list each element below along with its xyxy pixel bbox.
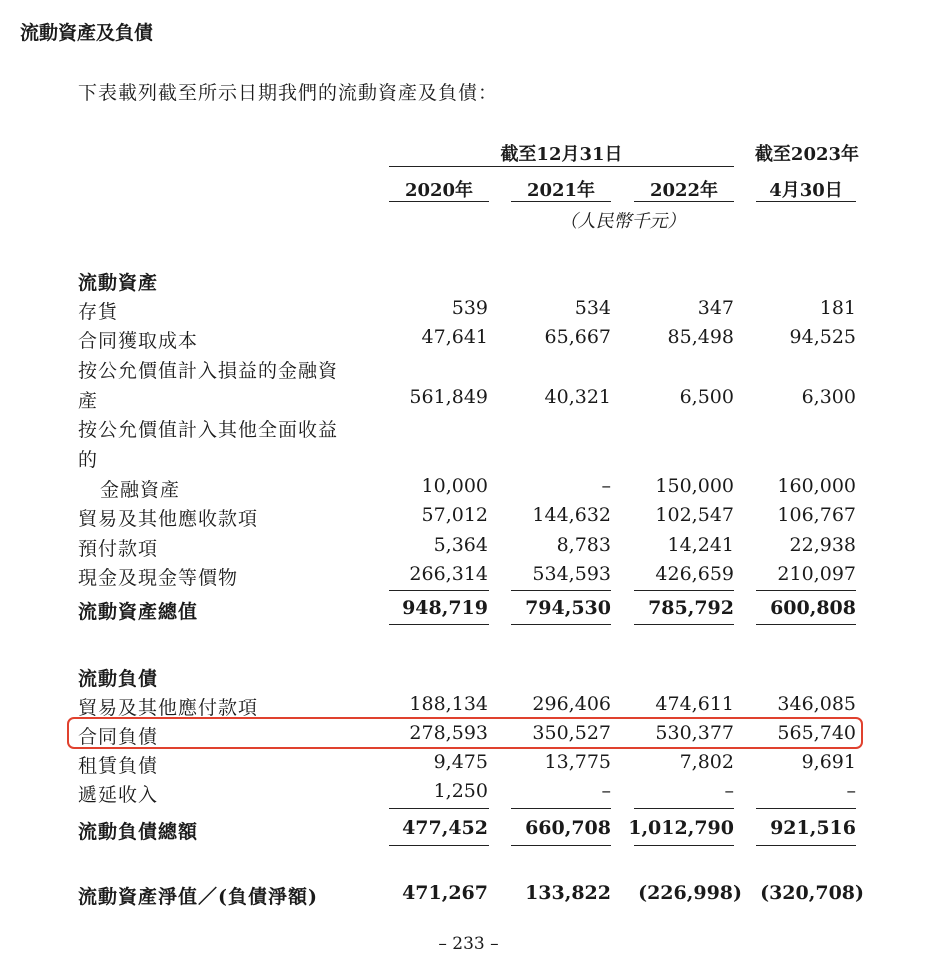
- header-rule-2022: [634, 201, 734, 202]
- assets-total-2022: 785,792: [648, 597, 734, 619]
- assets-subtotal-rule-2020: [389, 590, 489, 591]
- cell-contract-liabilities-apr2023: 565,740: [777, 722, 856, 744]
- row-label-contract-liabilities: 合同負債: [78, 726, 159, 748]
- liabilities-total-rule-2022: [634, 845, 734, 846]
- assets-total-2021: 794,530: [525, 597, 611, 619]
- header-group-label: 截至12月31日: [500, 144, 623, 165]
- page-number: – 233 –: [438, 934, 499, 954]
- cell-trade-payables-2020: 188,134: [409, 693, 488, 715]
- cell-prepayments-2022: 14,241: [667, 534, 734, 556]
- row-label-fvoci: 按公允價值計入其他全面收益: [78, 419, 339, 441]
- cell-lease-liabilities-apr2023: 9,691: [801, 751, 856, 773]
- row-label-deferred-income: 遞延收入: [78, 784, 159, 806]
- cell-prepayments-2020: 5,364: [433, 534, 488, 556]
- cell-fvtpl-apr2023: 6,300: [801, 386, 856, 408]
- net-label: 流動資產淨值／(負債淨額): [78, 886, 318, 908]
- assets-total-2020: 948,719: [402, 597, 488, 619]
- row-label-cash: 現金及現金等價物: [78, 567, 239, 589]
- assets-total-apr2023: 600,808: [770, 597, 856, 619]
- assets-heading: 流動資產: [78, 272, 159, 294]
- cell-trade-payables-apr2023: 346,085: [777, 693, 856, 715]
- assets-total-rule-2022: [634, 624, 734, 625]
- cell-contract-costs-2020: 47,641: [421, 326, 488, 348]
- cell-lease-liabilities-2022: 7,802: [679, 751, 734, 773]
- assets-subtotal-rule-2022: [634, 590, 734, 591]
- cell-trade-receivables-2022: 102,547: [655, 504, 734, 526]
- row-label-trade-payables: 貿易及其他應付款項: [78, 697, 259, 719]
- cell-prepayments-2021: 8,783: [556, 534, 611, 556]
- intro-text: 下表載列截至所示日期我們的流動資產及負債：: [78, 82, 499, 104]
- cell-deferred-income-2020: 1,250: [433, 780, 488, 802]
- assets-subtotal-rule-2021: [511, 590, 611, 591]
- cell-fvoci-2021: –: [601, 475, 611, 497]
- liabilities-total-apr2023: 921,516: [770, 817, 856, 839]
- liabilities-subtotal-rule-2022: [634, 808, 734, 809]
- cell-trade-payables-2022: 474,611: [655, 693, 734, 715]
- row-label-fvoci-cont: 的: [78, 449, 99, 471]
- assets-subtotal-rule-apr2023: [756, 590, 856, 591]
- row-label-fvtpl: 按公允價值計入損益的金融資: [78, 360, 339, 382]
- liabilities-total-2022: 1,012,790: [628, 817, 734, 839]
- cell-fvtpl-2020: 561,849: [409, 386, 488, 408]
- header-group-rule: [389, 166, 734, 167]
- header-rule-2020: [389, 201, 489, 202]
- cell-inventory-2021: 534: [574, 297, 611, 319]
- liabilities-total-rule-apr2023: [756, 845, 856, 846]
- cell-inventory-2020: 539: [451, 297, 488, 319]
- assets-total-label: 流動資產總值: [78, 601, 199, 623]
- row-label-contract-costs: 合同獲取成本: [78, 330, 199, 352]
- liabilities-subtotal-rule-2021: [511, 808, 611, 809]
- net-2020: 471,267: [402, 882, 488, 904]
- cell-lease-liabilities-2020: 9,475: [433, 751, 488, 773]
- liabilities-total-rule-2020: [389, 845, 489, 846]
- cell-trade-receivables-2021: 144,632: [532, 504, 611, 526]
- row-label-prepayments: 預付款項: [78, 538, 159, 560]
- net-2022: (226,998): [638, 882, 742, 904]
- header-rule-apr2023: [756, 201, 856, 202]
- row-label-fvtpl-cont: 產: [78, 390, 99, 412]
- cell-contract-costs-2022: 85,498: [667, 326, 734, 348]
- cell-lease-liabilities-2021: 13,775: [544, 751, 611, 773]
- cell-contract-costs-2021: 65,667: [544, 326, 611, 348]
- header-col-2022: 2022年: [649, 180, 719, 201]
- cell-trade-payables-2021: 296,406: [532, 693, 611, 715]
- liabilities-total-label: 流動負債總額: [78, 821, 199, 843]
- cell-inventory-2022: 347: [697, 297, 734, 319]
- cell-contract-liabilities-2020: 278,593: [409, 722, 488, 744]
- cell-contract-liabilities-2021: 350,527: [532, 722, 611, 744]
- cell-fvoci-apr2023: 160,000: [777, 475, 856, 497]
- cell-fvoci-2022: 150,000: [655, 475, 734, 497]
- cell-contract-costs-apr2023: 94,525: [789, 326, 856, 348]
- cell-inventory-apr2023: 181: [819, 297, 856, 319]
- cell-deferred-income-apr2023: –: [846, 780, 856, 802]
- cell-contract-liabilities-2022: 530,377: [655, 722, 734, 744]
- row-label-inventory: 存貨: [78, 301, 119, 323]
- row-label-fvoci-cont2: 金融資產: [100, 479, 181, 501]
- liabilities-total-2020: 477,452: [402, 817, 488, 839]
- cell-cash-2020: 266,314: [409, 563, 488, 585]
- header-col-2021: 2021年: [526, 180, 596, 201]
- section-title: 流動資產及負債: [20, 22, 154, 44]
- row-label-lease-liabilities: 租賃負債: [78, 755, 159, 777]
- cell-fvtpl-2022: 6,500: [679, 386, 734, 408]
- assets-total-rule-2020: [389, 624, 489, 625]
- liabilities-subtotal-rule-2020: [389, 808, 489, 809]
- cell-cash-2021: 534,593: [532, 563, 611, 585]
- cell-cash-2022: 426,659: [655, 563, 734, 585]
- header-col-apr2023: 4月30日: [769, 180, 843, 201]
- liabilities-total-2021: 660,708: [525, 817, 611, 839]
- cell-trade-receivables-apr2023: 106,767: [777, 504, 856, 526]
- liabilities-heading: 流動負債: [78, 668, 159, 690]
- liabilities-subtotal-rule-apr2023: [756, 808, 856, 809]
- header-col-2020: 2020年: [404, 180, 474, 201]
- net-apr2023: (320,708): [760, 882, 864, 904]
- cell-deferred-income-2022: –: [724, 780, 734, 802]
- assets-total-rule-2021: [511, 624, 611, 625]
- cell-trade-receivables-2020: 57,012: [421, 504, 488, 526]
- assets-total-rule-apr2023: [756, 624, 856, 625]
- cell-cash-apr2023: 210,097: [777, 563, 856, 585]
- row-label-trade-receivables: 貿易及其他應收款項: [78, 508, 259, 530]
- cell-deferred-income-2021: –: [601, 780, 611, 802]
- cell-prepayments-apr2023: 22,938: [789, 534, 856, 556]
- unit-label: （人民幣千元）: [559, 211, 686, 232]
- cell-fvtpl-2021: 40,321: [544, 386, 611, 408]
- net-2021: 133,822: [525, 882, 611, 904]
- liabilities-total-rule-2021: [511, 845, 611, 846]
- cell-fvoci-2020: 10,000: [421, 475, 488, 497]
- header-group-label-right: 截至2023年: [754, 144, 860, 165]
- header-rule-2021: [511, 201, 611, 202]
